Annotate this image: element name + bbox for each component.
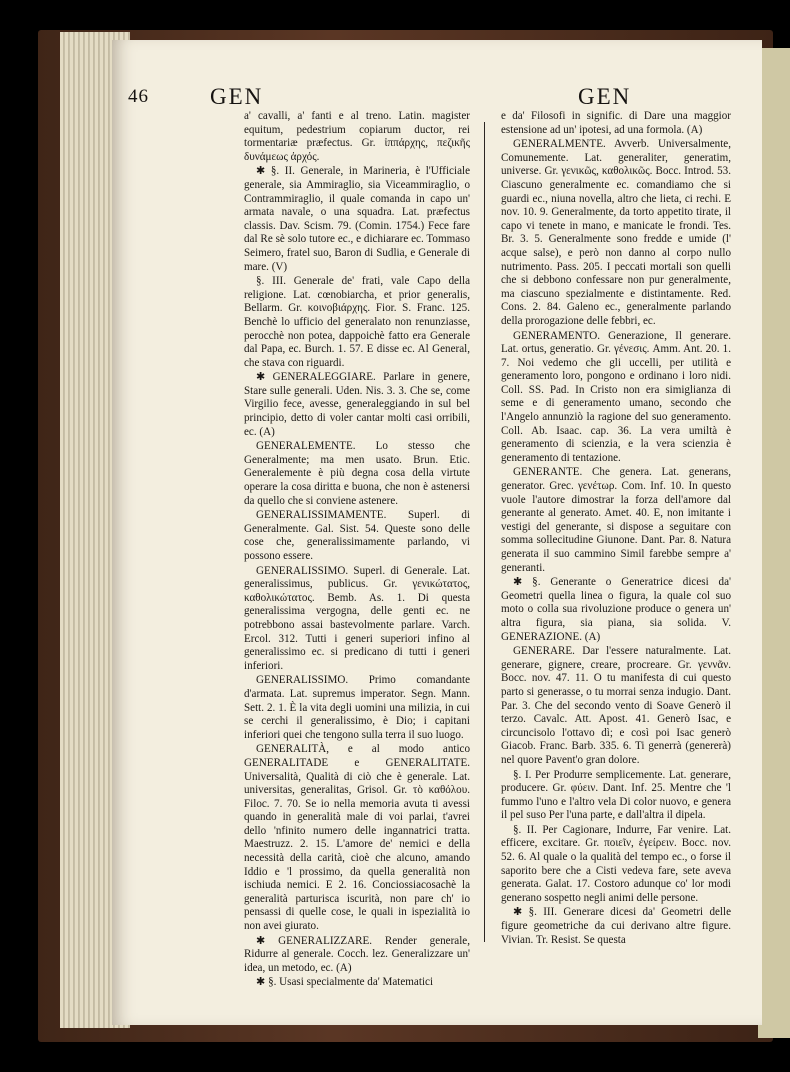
entry-paragraph: e da' Filosofi in signific. di Dare una maggior estensione ad un' ipotesi, ad una formola. (A) [501, 110, 731, 136]
running-head-right: GEN [578, 84, 632, 109]
entry-paragraph: GENERALISSIMO. Superl. di Generale. Lat. generalissimus, publicus. Gr. γενικώτατος, καθολικώτατος. Bemb. As. 1. Di questa generalissima vergogna, delle genti ec. ne potrebbono assai bastevolmente parlare. Varch. Ercol. 312. Tutti i generi superiori infino al generalissimo ec. si predicano di tutti i generi inferiori. [244, 564, 470, 672]
page-header [128, 58, 648, 109]
entry-paragraph: ✱ §. III. Generare dicesi da' Geometri delle figure geometriche da cui derivano altre figure. Vivian. Tr. Resist. Se questa [501, 906, 731, 946]
entry-paragraph: GENERALMENTE. Avverb. Universalmente, Comunemente. Lat. generaliter, generatim, universe. Gr. γενικῶς, καθολικῶς. Bocc. Introd. 53. Ciascuno generalmente ec. comandiamo che si guardi ec., niuna novella, altro che lieta, ci rechi. E nov. 10. 9. Generalmente, da torto appetito tirate, il capo vi tenete in mano, e manicate le frondi. Tes. Br. 3. 5. Generalmente sono fredde e umide (l' acque salse), e però non danno al corpo nullo nutrimento. Pass. 205. I peccati mortali son quelli che si debbono confessare non pur generalmente, ma ciascuno spezialmente e distintamente. Red. Cons. 2. 84. Galeno ec., generalmente parlando della prorogazione delle febbri, ec. [501, 138, 731, 327]
entry-paragraph: ✱ §. Generante o Generatrice dicesi da' Geometri quella linea o figura, la quale col suo moto o colla sua rivoluzione produce o genera un' altra figura, sia piana, sia solida. V. GENERAZIONE. (A) [501, 576, 731, 643]
entry-paragraph: GENERALEMENTE. Lo stesso che Generalmente; ma men usato. Brun. Etic. Generalemente è più degna cosa della virtute operare la cosa diritta e buona, che non è astenersi da quello che si conviene astenere. [244, 440, 470, 507]
entry-paragraph: ✱ §. Usasi specialmente da' Matematici [256, 976, 434, 989]
right-column [501, 110, 731, 946]
entry-paragraph: §. II. Per Cagionare, Indurre, Far venire. Lat. efficere, excitare. Gr. ποιεῖν, ἐγείρειν. Bocc. nov. 52. 6. Al quale o la qualità del tempo ec., o forse il saporito bere che a Cisti vedeva fare, sete aveva generata. Galat. 17. Costoro adunque co' lor modi generano sospetto negli animi delle persone. [501, 823, 731, 904]
entry-paragraph: a' cavalli, a' fanti e al treno. Latin. magister equitum, pedestrium copiarum ductor, rei tormentariæ præfectus. Gr. ἱππάρχης, πεζικῆς δυνάμεως ἀρχός. [244, 110, 470, 163]
entry-paragraph: ✱ §. II. Generale, in Marineria, è l'Ufficiale generale, sia Ammiraglio, sia Viceammiraglio, o Contrammiraglio, il quale comanda in capo un' armata navale, o una squadra. Lat. præfectus classis. Dav. Scism. 79. (Comin. 1754.) Fece fare dal Re sè solo tutore ec., e dichiarare ec. Tommaso Seimero, fratel suo, Baron di Sudlia, e Generale di mare. (V) [244, 165, 470, 273]
entry-paragraph: GENERARE. Dar l'essere naturalmente. Lat. generare, gignere, creare, procreare. Gr. γεννᾶν. Bocc. nov. 47. 11. O tu manifesta di cui questo parto si generasse, o tu morrai senza indugio. Dant. Par. 3. Che del secondo vento di Soave Generò il terzo. Cavalc. Att. Apost. 41. Generò Isac, e circuncisolo l'ottavo dì; e così poi Isac generò Giacob. Franc. Barb. 335. 6. Ti generrà (genererà) nel quore Pavent'o gran dolore. [501, 645, 731, 766]
column-divider [484, 122, 485, 942]
running-head-left: GEN [210, 84, 264, 109]
entry-paragraph: GENERALISSIMAMENTE. Superl. di Generalmente. Gal. Sist. 54. Queste sono delle cose che, generalissimamente parlando, vi possono essere. [244, 509, 470, 562]
next-page-edge [758, 48, 790, 1038]
entry-paragraph: ✱ GENERALEGGIARE. Parlare in genere, Stare sulle generali. Uden. Nis. 3. 3. Che se, come Virgilio fece, avesse, generaleggiando in sul bel principio, detto di voler cantar molti casi orribili, ec. (A) [244, 371, 470, 438]
entry-paragraph: ✱ GENERALIZZARE. Render generale, Ridurre al generale. Cocch. lez. Generalizzare un' idea, un metodo, ec. (A) [244, 934, 470, 974]
entry-paragraph: GENERALITÀ, e al modo antico GENERALITADE e GENERALITATE. Universalità, Qualità di ciò che è generale. Lat. universitas, generalitas, Grisol. Gr. τὸ καθόλου. Filoc. 7. 70. Se io nella memoria avuta ti avessi quando in generalità male di voi parlai, t'avrei dello 'nfinito numero delle ingannatrici tratta. Maestruzz. 2. 15. L'amore de' nemici e della necessità della carità, cioè che alcuno, amando Iddio e 'l prossimo, da quella generalità non ischiuda nemici. E 2. 16. Conciossiacosachè la generalità parturisca iscurità, non pare ch' io pensassi di quelle cose, le quali in ispezialità io non avei giurato. [244, 743, 470, 933]
left-column [244, 110, 470, 989]
entry-paragraph: §. III. Generale de' frati, vale Capo della religione. Lat. cœnobiarcha, et prior generalis, Bellarm. Gr. κοινοβιάρχης. Fior. S. Franc. 125. Benchè lo ufficio del generalato non renunziasse, perocchè non potea, dappoichè fatto era Generale dal Papa, ec. Burch. 1. 57. E disse ec. Al General, che stava con riguardi. [244, 275, 470, 369]
entry-paragraph: GENERALISSIMO. Primo comandante d'armata. Lat. supremus imperator. Segn. Mann. Sett. 2. 1. È la vita degli uomini una milizia, in cui se cerchi il generalissimo, è Dio; i capitani inferiori quei che tengono sulla terra il suo luogo. [244, 674, 470, 741]
entry-paragraph: GENERANTE. Che genera. Lat. generans, generator. Grec. γενέτωρ. Com. Inf. 10. In questo vuole l'autore dimostrar la forza dell'amore dal generante al generato. Amet. 40. E, non imitante i vestigi del generante, si dispose a seguitare con somma sollecitudine Giunone. Dant. Par. 8. Natura generata il suo cammino Simil farebbe sempre a' generanti. [501, 466, 731, 574]
entry-paragraph: §. I. Per Produrre semplicemente. Lat. generare, producere. Gr. φύειν. Dant. Inf. 25. Mentre che 'l fummo l'uno e l'altro vela Di color nuovo, e genera il pel suso Per l'una parte, e dall'altra il dipela. [501, 768, 731, 822]
page-number: 46 [128, 86, 149, 107]
entry-paragraph: GENERAMENTO. Generazione, Il generare. Lat. ortus, generatio. Gr. γένεσις. Amm. Ant. 20. 1. 7. Noi vedemo che gli uccelli, per utilità e generamento loro, pongono e ordinano i loro nidi. Coll. SS. Pad. In Cristo non era simiglianza di seme e di generamento umano, secondo che l'Angelo annunziò la ragione del suo generamento. Coll. Ab. Isaac. cap. 36. La vera umiltà è generamento di scienzia, e la vera scienzia è generamento di tentazione. [501, 329, 731, 464]
